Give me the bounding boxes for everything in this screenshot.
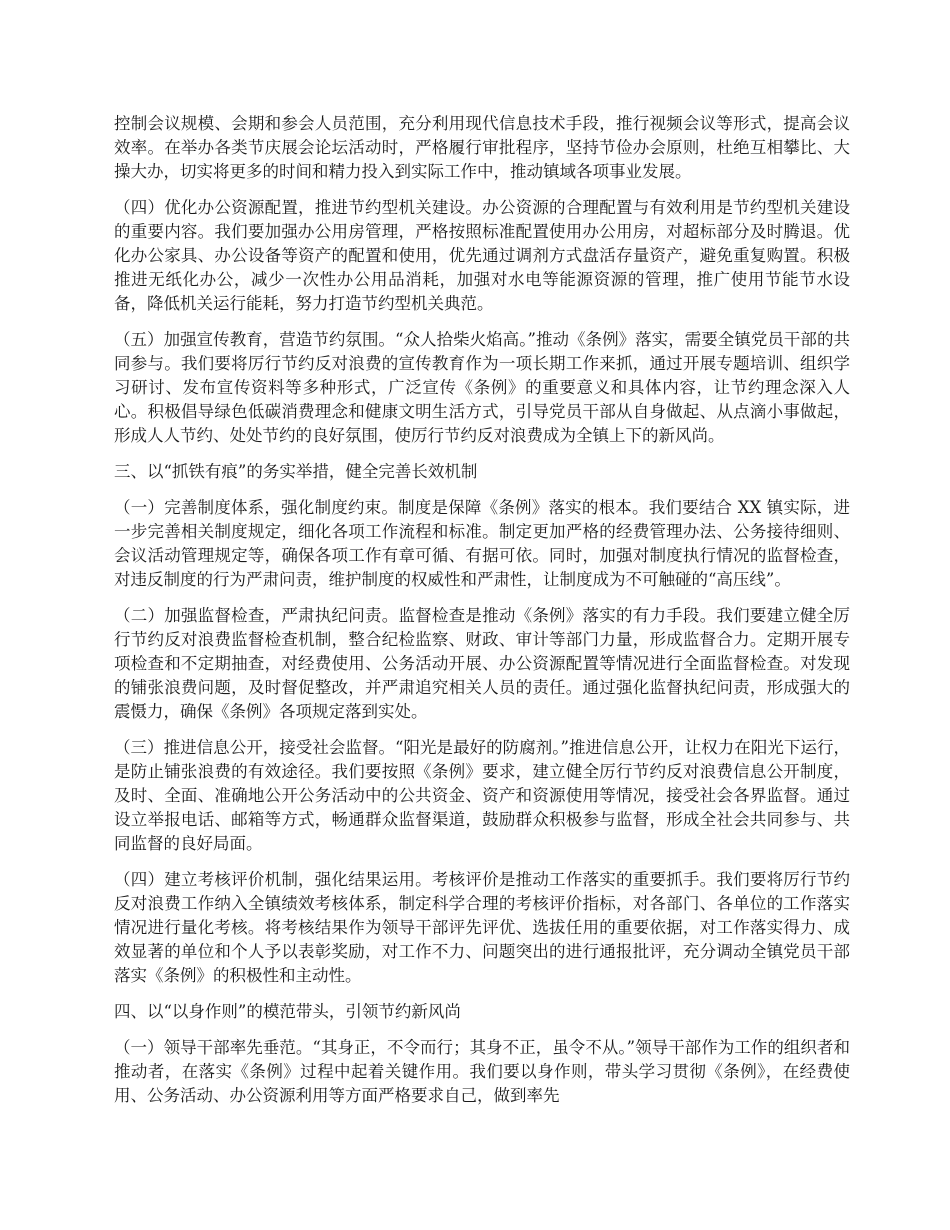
paragraph-leadership-example: （一）领导干部率先垂范。“其身正，不令而行；其身不正，虽令不从。”领导干部作为工作的组织者和推动者，在落实《条例》过程中起着关键作用。我们要以身作则，带头学习贯彻《条例》，在经费使用、公务活动、办公资源利用等方面严格要求自己，做到率先 [114,1038,850,1105]
paragraph-system-improvement: （一）完善制度体系，强化制度约束。制度是保障《条例》落实的根本。我们要结合 XX 镇实际，进一步完善相关制度规定，细化各项工作流程和标准。制定更加严格的经费管理办法、公务接待细则、会议活动管理规定等，确保各项工作有章可循、有据可依。同时，加强对制度执行情况的监督检查，对违反制度的行为严肃问责，维护制度的权威性和严肃性，让制度成为不可触碰的“高压线”。 [114,498,850,589]
paragraph-meeting-control: 控制会议规模、会期和参会人员范围，充分利用现代信息技术手段，推行视频会议等形式，提高会议效率。在举办各类节庆展会论坛活动时，严格履行审批程序，坚持节俭办会原则，杜绝互相攀比、大操大办，切实将更多的时间和精力投入到实际工作中，推动镇域各项事业发展。 [114,114,850,181]
section-heading-4: 四、以“以身作则”的模范带头，引领节约新风尚 [114,1002,461,1021]
paragraph-information-disclosure: （三）推进信息公开，接受社会监督。“阳光是最好的防腐剂。”推进信息公开，让权力在阳光下运行，是防止铺张浪费的有效途径。我们要按照《条例》要求，建立健全厉行节约反对浪费信息公开制度，及时、全面、准确地公开公务活动中的公共资金、资产和资源使用等情况，接受社会各界监督。通过设立举报电话、邮箱等方式，畅通群众监督渠道，鼓励群众积极参与监督，形成全社会共同参与、共同监督的良好局面。 [114,738,850,853]
paragraph-office-resources: （四）优化办公资源配置，推进节约型机关建设。办公资源的合理配置与有效利用是节约型机关建设的重要内容。我们要加强办公用房管理，严格按照标准配置使用办公用房，对超标部分及时腾退。优化办公家具、办公设备等资产的配置和使用，优先通过调剂方式盘活存量资产，避免重复购置。积极推进无纸化办公，减少一次性办公用品消耗，加强对水电等能源资源的管理，推广使用节能节水设备，降低机关运行能耗，努力打造节约型机关典范。 [114,198,850,313]
paragraph-assessment-mechanism: （四）建立考核评价机制，强化结果运用。考核评价是推动工作落实的重要抓手。我们要将厉行节约反对浪费工作纳入全镇绩效考核体系，制定科学合理的考核评价指标，对各部门、各单位的工作落实情况进行量化考核。将考核结果作为领导干部评先评优、选拔任用的重要依据，对工作落实得力、成效显著的单位和个人予以表彰奖励，对工作不力、问题突出的进行通报批评，充分调动全镇党员干部落实《条例》的积极性和主动性。 [114,870,850,985]
paragraph-publicity-education: （五）加强宣传教育，营造节约氛围。“众人拾柴火焰高。”推动《条例》落实，需要全镇党员干部的共同参与。我们要将厉行节约反对浪费的宣传教育作为一项长期工作来抓，通过开展专题培训、组织学习研讨、发布宣传资料等多种形式，广泛宣传《条例》的重要意义和具体内容，让节约理念深入人心。积极倡导绿色低碳消费理念和健康文明生活方式，引导党员干部从自身做起、从点滴小事做起，形成人人节约、处处节约的良好氛围，使厉行节约反对浪费成为全镇上下的新风尚。 [114,330,850,445]
section-heading-3: 三、以“抓铁有痕”的务实举措，健全完善长效机制 [114,462,478,481]
document-page [114,112,850,1120]
paragraph-supervision-inspection: （二）加强监督检查，严肃执纪问责。监督检查是推动《条例》落实的有力手段。我们要建立健全厉行节约反对浪费监督检查机制，整合纪检监察、财政、审计等部门力量，形成监督合力。定期开展专项检查和不定期抽查，对经费使用、公务活动开展、办公资源配置等情况进行全面监督检查。对发现的铺张浪费问题，及时督促整改，并严肃追究相关人员的责任。通过强化监督执纪问责，形成强大的震慑力，确保《条例》各项规定落到实处。 [114,606,850,721]
